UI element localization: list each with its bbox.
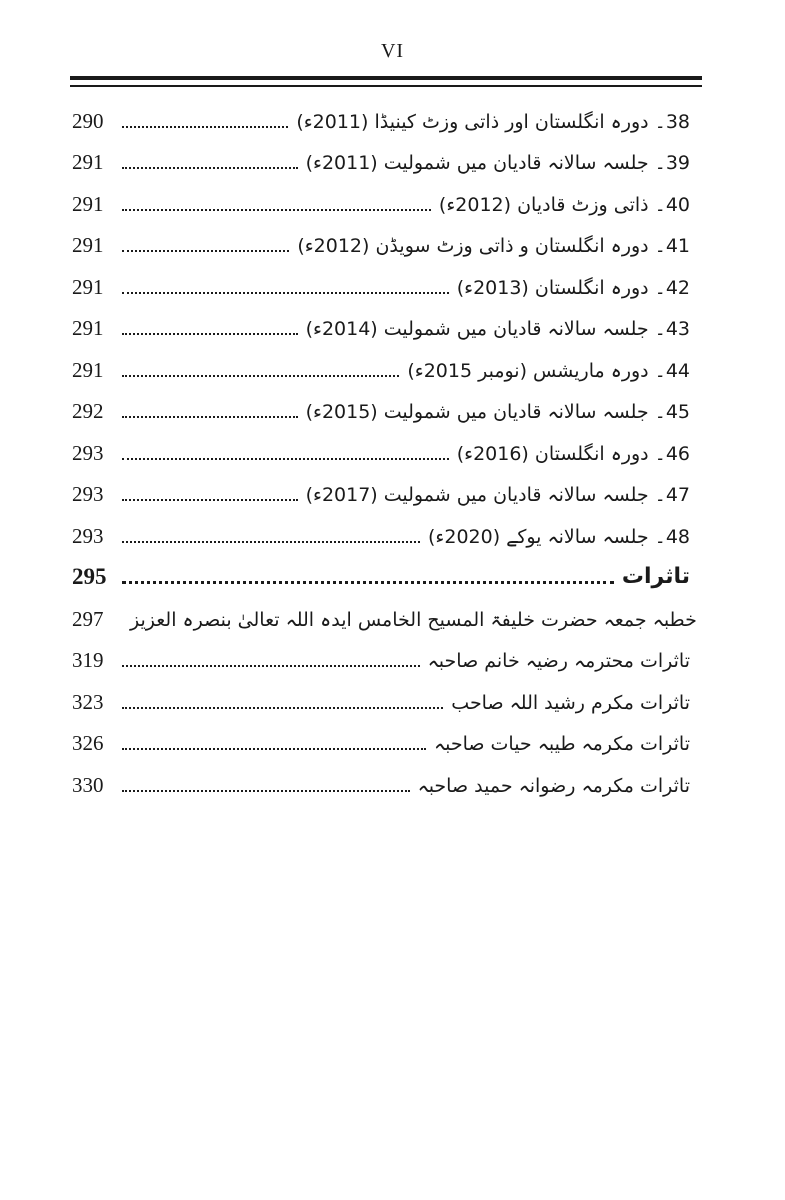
dot-leader [122, 208, 431, 211]
toc-entry-39[interactable] [72, 138, 690, 180]
toc-entry-47[interactable] [72, 470, 690, 512]
toc-entry-title: 43۔ جلسہ سالانہ قادیان میں شمولیت (2014ء) [305, 318, 690, 340]
toc-page-number: 323 [72, 689, 104, 714]
toc-page-number: 291 [72, 233, 104, 257]
toc-page-number: 326 [72, 731, 104, 755]
dot-leader [122, 706, 443, 709]
dot-leader [122, 580, 614, 584]
toc-entry-title: 48۔ جلسہ سالانہ یوکے (2020ء) [428, 525, 690, 548]
toc-entry-46[interactable] [72, 428, 690, 470]
dot-leader [122, 332, 298, 335]
toc-entry-48[interactable] [72, 511, 690, 553]
toc-section-item[interactable] [72, 719, 690, 761]
dot-leader [122, 249, 289, 252]
toc-entry-title: 40۔ ذاتی وزٹ قادیان (2012ء) [438, 193, 690, 216]
toc-entry-title: تاثرات مکرمہ طیبہ حیات صاحبہ [433, 733, 690, 755]
toc-section-item[interactable] [72, 636, 690, 678]
toc-entry-title: 42۔ دورہ انگلستان (2013ء) [456, 276, 690, 299]
toc-entry-title: 39۔ جلسہ سالانہ قادیان میں شمولیت (2011ء) [305, 152, 690, 174]
toc-entry-title: 46۔ دورہ انگلستان (2016ء) [456, 442, 690, 465]
toc-entry-title: 44۔ دورہ ماریشس (نومبر 2015ء) [407, 359, 690, 382]
dot-leader [122, 747, 426, 750]
dot-leader [122, 374, 399, 377]
toc-section-page-number: 295 [72, 564, 107, 589]
toc-page-number: 291 [72, 191, 104, 216]
toc-entry-title: خطبہ جمعہ حضرت خلیفۃ المسیح الخامس ایدہ اللہ تعالیٰ بنصرہ العزیز [130, 608, 697, 631]
page-number: VI [380, 40, 405, 62]
toc-entry-title: 47۔ جلسہ سالانہ قادیان میں شمولیت (2017ء) [305, 484, 690, 506]
toc-entry-title: تاثرات مکرمہ رضوانہ حمید صاحبہ [417, 774, 690, 797]
toc-page-number: 330 [72, 772, 104, 797]
toc-entry-42[interactable] [72, 262, 690, 304]
toc-entry-title: 41۔ دورہ انگلستان و ذاتی وزٹ سویڈن (2012ء) [297, 235, 690, 257]
toc-page-number: 292 [72, 399, 104, 423]
toc-section-heading[interactable] [72, 553, 690, 595]
header-rule-thin [70, 85, 702, 87]
toc-entry-43[interactable] [72, 304, 690, 346]
toc-page-number: 291 [72, 150, 104, 174]
dot-leader [122, 291, 449, 294]
toc-section-title: تاثرات [621, 564, 690, 589]
dot-leader [122, 789, 410, 792]
toc-entry-title: تاثرات مکرم رشید اللہ صاحب [451, 691, 690, 714]
toc-section-item[interactable] [72, 677, 690, 719]
dot-leader [122, 415, 298, 418]
toc-page-number: 291 [72, 316, 104, 340]
toc-page-number: 293 [72, 482, 104, 506]
toc-page-number: 293 [72, 440, 104, 465]
dot-leader [122, 166, 298, 169]
toc-entry-title: 45۔ جلسہ سالانہ قادیان میں شمولیت (2015ء) [305, 401, 690, 423]
toc-entry-title: تاثرات محترمہ رضیہ خانم صاحبہ [427, 650, 690, 672]
dot-leader [122, 125, 288, 128]
toc-page-number: 319 [72, 648, 104, 672]
dot-leader [122, 540, 420, 543]
table-of-contents [72, 96, 697, 802]
dot-leader [122, 664, 420, 667]
toc-entry-45[interactable] [72, 387, 690, 429]
toc-page-number: 291 [72, 357, 104, 382]
toc-entry-40[interactable] [72, 179, 690, 221]
toc-page-number: 293 [72, 523, 104, 548]
toc-page-number: 297 [72, 606, 104, 631]
toc-entry-44[interactable] [72, 345, 690, 387]
toc-entry-38[interactable] [72, 96, 690, 138]
dot-leader [122, 457, 449, 460]
toc-entry-title: 38۔ دورہ انگلستان اور ذاتی وزٹ کینیڈا (2011ء) [296, 110, 690, 133]
dot-leader [122, 498, 298, 501]
toc-entry-41[interactable] [72, 221, 690, 263]
toc-section-item[interactable] [72, 760, 690, 802]
toc-page-number: 290 [72, 108, 104, 133]
toc-page-number: 291 [72, 274, 104, 299]
toc-section-item[interactable] [72, 594, 697, 636]
header-rule-thick [70, 76, 702, 80]
